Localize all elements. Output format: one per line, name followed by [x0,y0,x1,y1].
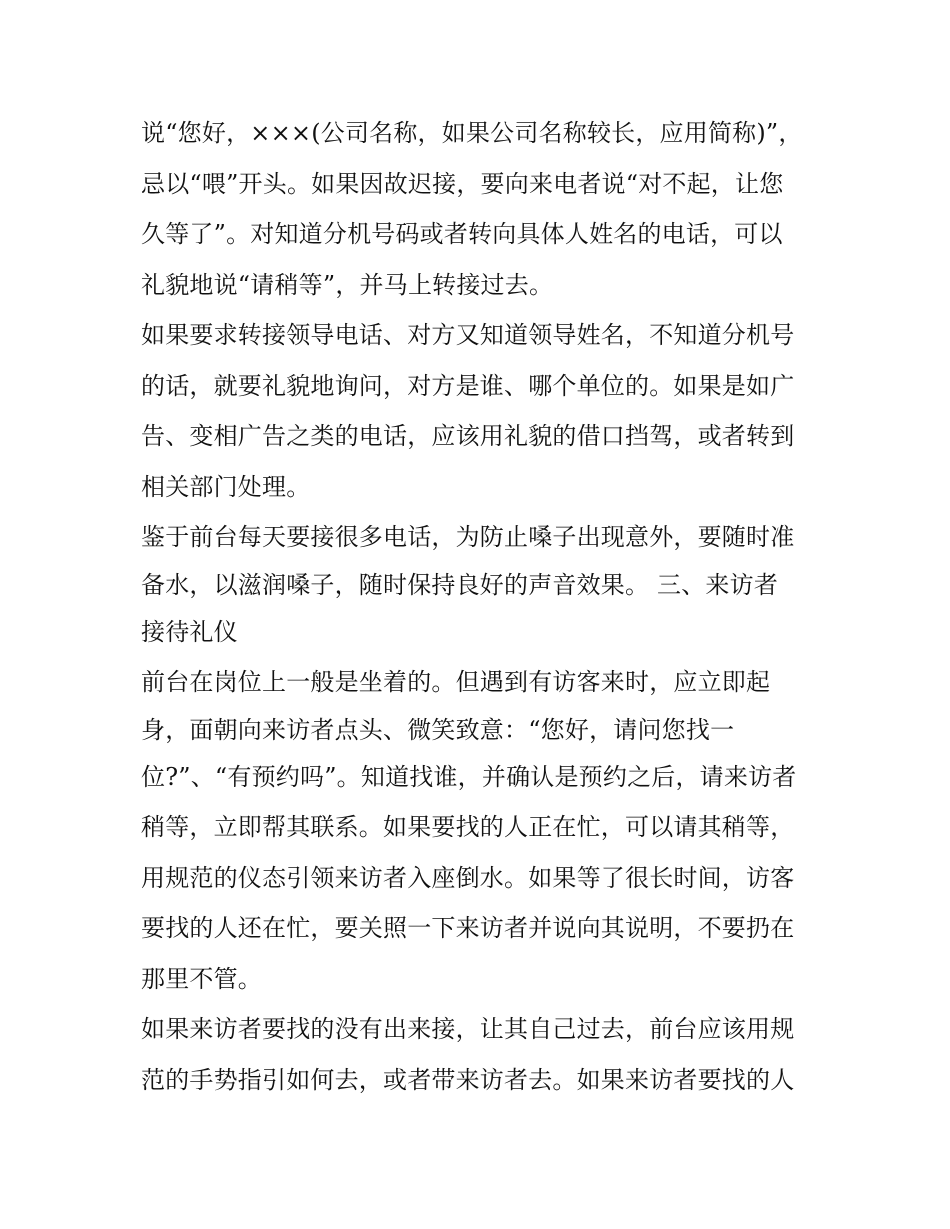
text-line: 要找的人还在忙，要关照一下来访者并说向其说明，不要扔在 [141,914,795,942]
text-line: 说“您好，×××(公司名称，如果公司名称较长，应用简称)”， [141,119,803,147]
text-line: 那里不管。 [141,964,262,993]
text-line: 用规范的仪态引领来访者入座倒水。如果等了很长时间，访客 [141,863,795,892]
text-line: 范的手势指引如何去，或者带来访者去。如果来访者要找的人 [141,1065,795,1094]
section-heading-line: 接待礼仪 [141,617,238,646]
text-line: 鉴于前台每天要接很多电话，为防止嗓子出现意外，要随时准 [141,523,795,551]
text-line: 前台在岗位上一般是坐着的。但遇到有访客来时，应立即起 [141,668,771,696]
text-line: 的话，就要礼貌地询问，对方是谁、哪个单位的。如果是如广 [141,371,795,400]
text-line: 身，面朝向来访者点头、微笑致意：“您好，请问您找一 [141,715,735,744]
text-line: 如果要求转接领导电话、对方又知道领导姓名，不知道分机号 [141,321,795,349]
text-line: 位?”、“有预约吗”。知道找谁，并确认是预约之后，请来访者 [141,762,797,791]
text-line: 稍等，立即帮其联系。如果要找的人正在忙，可以请其稍等， [141,813,795,841]
text-line: 久等了”。对知道分机号码或者转向具体人姓名的电话，可以 [141,220,783,248]
text-line: 告、变相广告之类的电话，应该用礼貌的借口挡驾，或者转到 [141,422,795,450]
text-line: 备水，以滋润嗓子，随时保持良好的声音效果。 三、来访者 [141,570,779,599]
text-line: 如果来访者要找的没有出来接，让其自己过去，前台应该用规 [141,1015,795,1043]
text-line: 礼貌地说“请稍等”，并马上转接过去。 [141,270,554,299]
text-line: 忌以“喂”开头。如果因故迟接，要向来电者说“对不起，让您 [141,169,784,198]
document-body [141,108,821,1105]
text-line: 相关部门处理。 [141,472,311,501]
